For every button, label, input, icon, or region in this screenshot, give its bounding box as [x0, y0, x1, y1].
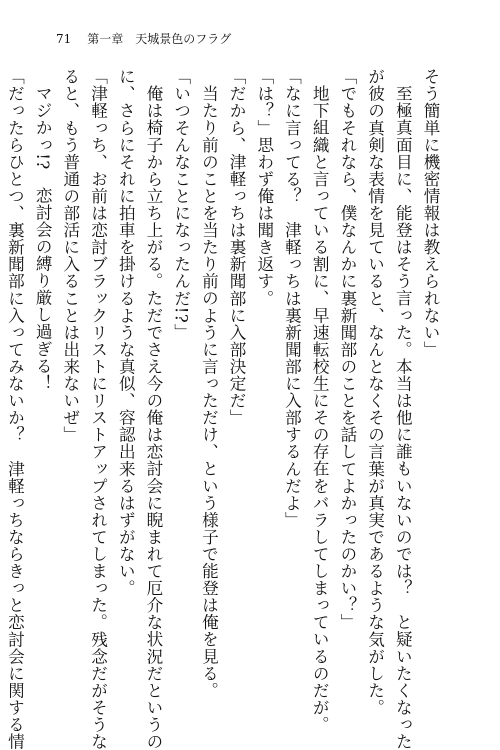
text-line: が彼の真剣な表情を見ていると、なんとなくその言葉が真実であるような気がした。 [365, 68, 385, 716]
text-line: 至極真面目に、能登はそう言った。本当は他に誰もいないのでは？ と疑いたくなった [393, 84, 413, 750]
text-line: そう簡単に機密情報は教えられない」 [421, 68, 440, 358]
running-head [56, 30, 231, 48]
text-line: 「だったらひとつ、裏新聞部に入ってみないか？ 津軽っちならきっと恋討会に関する情 [5, 68, 25, 750]
text-line: 地下組織と言っている割に、早速転校生にその存在をバラしてしまっているのだが。 [310, 84, 330, 733]
text-line: マジかっ!? 恋討会の縛り厳し過ぎる！ [33, 84, 53, 391]
text-line: 「だから、津軽っちは裏新聞部に入部決定だ」 [227, 68, 247, 427]
text-line: 「は？」思わず俺は聞き返す。 [254, 68, 274, 307]
text-line: 「いつそんなことになったんだ!?」 [171, 68, 191, 341]
text-line: 「津軽っち、お前は恋討ブラックリストにリストアップされてしまった。残念だがそうな [88, 68, 108, 750]
chapter-title: 第一章 天城景色のフラグ [87, 32, 232, 46]
page-number: 71 [56, 32, 72, 46]
text-line: に、さらにそれに拍車を掛けるような真似、容認出来るはずがない。 [116, 68, 136, 597]
text-line: 当たり前のことを当たり前のように言っただけ、という様子で能登は俺を見る。 [199, 84, 219, 699]
text-line: 俺は椅子から立ち上がる。ただでさえ今の俺は恋討会に睨まれて厄介な状況だというの [143, 84, 163, 750]
text-line: 「でもそれなら、僕なんかに裏新聞部のことを話してよかったのかい？」 [337, 68, 357, 631]
text-line: 「なに言ってる？ 津軽っちは裏新聞部に入部するんだよ」 [282, 68, 302, 529]
body-text [5, 68, 444, 750]
text-line: ると、もう普通の部活に入ることは出来ないぜ」 [60, 68, 80, 444]
